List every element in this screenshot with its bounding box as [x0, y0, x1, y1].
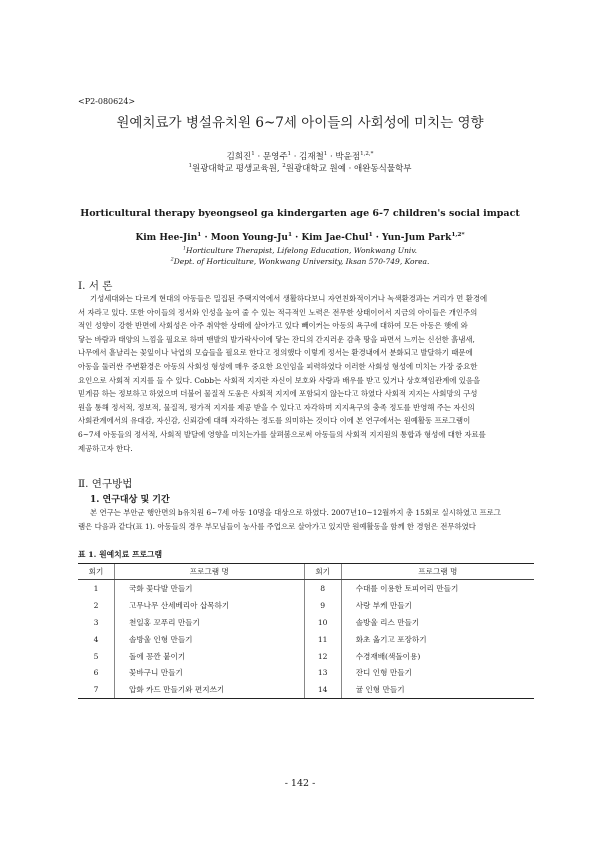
affiliation-text: Dept. of Horticulture, Wonkwang University, Iksan 570-749, Korea.: [173, 257, 430, 266]
table-row: [78, 614, 534, 631]
author-superscript: 1: [287, 151, 292, 158]
author-name: 박윤점: [335, 152, 361, 162]
column-header: 회기: [78, 564, 115, 580]
program-name: 고무나무 산세베리아 삽목하기: [115, 597, 305, 614]
session-number: 2: [93, 600, 99, 610]
paragraph-line: 서 자라고 있다. 또한 아이들의 정서와 인성을 높여 줄 수 있는 적극적인 노력은 전무한 상태이어서 지금의 아이들은 개인주의: [78, 307, 478, 317]
session-number: 10: [304, 614, 341, 631]
program-name: 국화 꽃다발 만들기: [115, 580, 305, 597]
paragraph-line: 아동을 둘러싼 주변환경은 아동의 사회성 형성에 매우 중요한 요인임을 피력하였다 이러한 사회성 형성에 미치는 가장 중요한: [78, 361, 478, 371]
author-name: 김재철: [299, 152, 324, 162]
table-row: [78, 597, 534, 614]
program-name: 수경재배(색돌이용): [341, 648, 534, 665]
author-separator: ·: [291, 152, 300, 162]
paragraph-line: 램은 다음과 같다(표 1). 아동들의 경우 부모님들이 농사를 주업으로 살아가고 있지만 원예활동을 함께 한 경험은 전무하였다: [78, 521, 476, 531]
english-authors: [0, 233, 600, 243]
author-name: Kim Jae-Chul: [301, 233, 369, 243]
author-superscript: 1,2,*: [360, 151, 374, 158]
author-separator: ·: [254, 152, 263, 162]
english-title: Horticultural therapy byeongseol ga kindergarten age 6-7 children's social impact: [80, 208, 520, 219]
paragraph-line: 제공하고자 한다.: [78, 443, 133, 453]
session-number: 6: [93, 668, 99, 678]
english-affiliation-1: [0, 246, 600, 255]
paragraph-line: 사회관계에서의 유대감, 자신감, 신뢰감에 대해 자각하는 정도를 의미하는 것이다 이에 본 연구에서는 원예활동 프로그램이: [78, 416, 471, 426]
methods-paragraph: [78, 506, 540, 533]
paragraph-line: 기성세대와는 다르게 현대의 아동들은 밀집된 주택지역에서 생활하다보니 자연친화적이거나 녹색환경과는 거리가 먼 환경에: [90, 294, 488, 303]
table-caption: 표 1. 원예치료 프로그램: [78, 550, 163, 559]
session-number: 7: [78, 681, 115, 698]
program-name: 사랑 부케 만들기: [341, 597, 534, 614]
column-header: 프로그램 명: [115, 564, 305, 580]
program-name: 압화 카드 만들기와 편지쓰기: [115, 681, 305, 698]
author-superscript: 1,2*: [451, 232, 465, 238]
session-number: 8: [304, 580, 341, 597]
korean-authors: [0, 150, 600, 162]
paragraph-line: 본 연구는 부안군 행안면의 b유치원 6~7세 아동 10명을 대상으로 하였다. 2007년10~12월까지 총 15회로 실시하였고 프로그: [90, 508, 501, 517]
affiliation-superscript: 2: [170, 256, 174, 263]
session-number: 12: [304, 648, 341, 665]
author-name: 김희진: [226, 152, 252, 162]
program-name: 솔방울 인형 만들기: [115, 631, 305, 648]
paragraph-line: 나무에서 흩날리는 꽃잎이나 낙엽의 모습들을 필요로 한다고 정의했다 이렇게 정서는 환경내에서 분화되고 발달하기 때문에: [78, 348, 473, 358]
program-name: 꽃바구니 만들기: [115, 664, 305, 681]
paragraph-line: 요인으로 사회적 지지를 들 수 있다. Cobb는 사회적 지지란 자신이 보호와 사랑과 배우를 받고 있거나 상호책임관계에 있음을: [78, 375, 481, 385]
author-name: 문영주: [262, 152, 288, 162]
paragraph-line: 적인 성향이 강한 반면에 사회성은 아주 취약한 상태에 살아가고 있다 빼이커는 아동의 욕구에 대하여 모든 아동은 햇에 와: [78, 321, 468, 331]
session-number: 3: [93, 617, 99, 627]
affiliation-text: Horticulture Therapist, Lifelong Education, Wonkwang Univ.: [186, 246, 418, 255]
program-name: 수대를 이용한 토피어리 만들기: [341, 580, 534, 597]
table-header-row: [78, 564, 534, 580]
author-separator: ·: [372, 233, 383, 243]
session-number: 14: [304, 681, 341, 698]
affiliation-superscript: 1: [188, 163, 192, 170]
column-header: 프로그램 명: [341, 564, 534, 580]
page-number: - 142 -: [284, 778, 316, 789]
paragraph-line: 믿게끔 하는 정보하고 하였으며 더불어 물질적 도움은 사회적 지지에 포함되지 않는다고 하였다 사회적 지지는 사회망의 구성: [78, 389, 478, 399]
paragraph-line: 원을 통해 정서적, 정보적, 물질적, 평가적 지지를 제공 받을 수 있다고 자각하며 지지욕구의 충족 정도를 반영해 주는 자신의: [78, 402, 475, 412]
column-header: 회기: [304, 564, 341, 580]
session-number: 13: [304, 664, 341, 681]
program-name: 화초 옮기고 포장하기: [341, 631, 534, 648]
table-row: [78, 681, 534, 698]
program-name: 잔디 인형 만들기: [341, 664, 534, 681]
author-superscript: 1: [251, 151, 255, 158]
session-number: 4: [93, 634, 99, 644]
program-name: 돌에 꽁깐 붙이기: [115, 648, 305, 665]
affiliation-superscript: 2: [282, 163, 286, 170]
korean-title: 원예치료가 병설유치원 6~7세 아이들의 사회성에 미치는 영향: [116, 115, 484, 131]
subsection-heading-subjects: 1. 연구대상 및 기간: [90, 495, 170, 505]
program-name: 솔방울 리스 만들기: [341, 614, 534, 631]
paragraph-line: 닿는 바람과 태양의 느낌을 필요로 하며 맨발의 발가락사이에 닿는 잔디의 간지러운 감촉 땅을 파면서 느끼는 신선한 흙냄새,: [78, 334, 475, 344]
program-name: 귤 인형 만들기: [341, 681, 534, 698]
session-number: 11: [304, 631, 341, 648]
table-row: [78, 648, 534, 665]
session-number: 9: [304, 597, 341, 614]
author-separator: ·: [327, 152, 336, 162]
program-name: 천일홍 꼬푸리 만들기: [115, 614, 305, 631]
author-name: Kim Hee-Jin: [135, 233, 198, 243]
english-affiliation-2: [0, 257, 600, 266]
author-superscript: 1: [323, 151, 328, 158]
korean-affiliations: [0, 162, 600, 174]
session-number: 5: [93, 651, 99, 661]
section-heading-methods: Ⅱ. 연구방법: [78, 478, 133, 490]
author-separator: ·: [292, 233, 302, 243]
affiliation-text: 원광대학교 원예 · 애완동식물학부: [285, 164, 412, 174]
table-row: [78, 664, 534, 681]
table-row: [78, 580, 534, 597]
session-number: 1: [93, 583, 99, 593]
affiliation-text: 원광대학교 평생교육원,: [192, 164, 283, 174]
abstract-code: <P2-080624>: [78, 97, 136, 106]
author-superscript: 1: [368, 232, 373, 238]
introduction-paragraph: [78, 292, 540, 455]
author-superscript: 1: [287, 232, 293, 238]
paragraph-line: 6~7세 아동들의 정서적, 사회적 발달에 영향을 미치는가를 살펴봄으로써 아동들의 사회적 지지원의 통합과 형성에 대한 자료를: [78, 429, 486, 439]
table-row: [78, 631, 534, 648]
author-superscript: 1: [197, 232, 202, 238]
affiliation-superscript: 1: [182, 245, 187, 252]
author-name: Moon Young-Ju: [210, 233, 288, 243]
author-separator: ·: [201, 233, 211, 243]
program-table: [78, 563, 534, 699]
author-name: Yun-Jum Park: [382, 233, 452, 243]
section-heading-introduction: Ⅰ. 서 론: [78, 280, 113, 292]
